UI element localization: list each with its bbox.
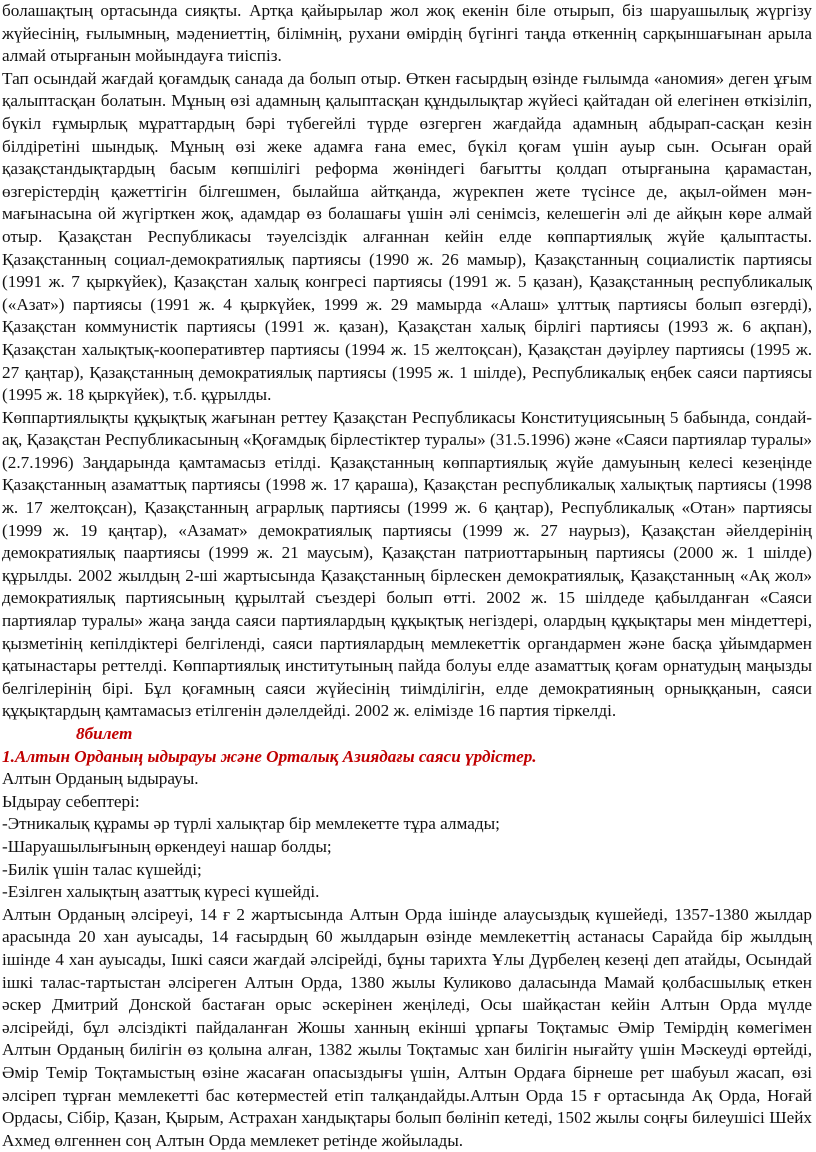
cause-item: -Езілген халықтың азаттық күресі күшейді.: [2, 882, 320, 902]
cause-item: -Шаруашылығының өркендеуі нашар болды;: [2, 836, 332, 856]
paragraph-multiparty-law: Көппартиялықты құқықтық жағынан реттеу Қазақстан Республикасы Конституциясының 5 бабында, сондай-ақ, Қазақстан Республикасының «Қоғамдық бірлестіктер туралы» (31.5.1996) және «Саяси партиялар туралы» (2.7.1996) Заңдарында қамтамасыз етілді. Қазақстанның көппартиялық жүйе дамуының келесі кезеңінде Қазақстанның азаматтық партиясы (1998 ж. 17 қараша), Қазақстан республикалық халықтық партиясы (1998 ж. 17 желтоқсан), Қазақстанның аграрлық партиясы (1999 ж. 6 қаңтар), Республикалық «Отан» партиясы (1999 ж. 19 қаңтар), «Азамат» демократиялық партиясы (1999 ж. 27 наурыз), Қазақстан әйелдерінің демократиялық паартиясы (1999 ж. 21 маусым), Қазақстан патриоттарының партиясы (2000 ж. 1 шілде) құрылды. 2002 жылдың 2-ші жартысында Қазақстанның бірлескен демократиялық, Қазақстанның «Ақ жол» демократиялық партиясының құрылтай съездері болып өтті. 2002 ж. 15 шілдеде қабылданған «Саяси партиялар туралы» жаңа заңда саяси партиялардың құқықтық негіздері, олардың құқықтары мен міндеттері, қызметінің кепілдіктері белгіленді, саяси партиялардың мемлекеттік органдармен және басқа ұйымдармен қатынастары реттелді. Көппартиялық институтының пайда болуы елде азаматтық қоғам орнатудың маңызды белгілерінің бірі. Бұл қоғамның саяси жүйесінің тиімділігін, елде демократияның орныққанын, саяси құқықтардың қамтамасыз етілгенін дәлелдейді. 2002 ж. елімізде 16 партия тіркелді.: [2, 407, 812, 721]
section-title: 1.Алтын Орданың ыдырауы және Орталық Азиядағы саяси үрдістер.: [2, 746, 537, 766]
causes-list: [2, 813, 812, 903]
paragraph-intro: болашақтың ортасында сияқты. Артқа қайырылар жол жоқ екенін біле отырып, біз шаруашылық жүргізу жүйесінің, ғылымның, мәдениеттің, білімнің, рухани өмірдің бүгінгі таңда өткеннің сарқыншағынан арыла алмай отырғанын мойындауға тиіспіз.: [2, 1, 812, 66]
subheading: Алтын Орданың ыдырауы.: [2, 769, 199, 789]
ticket-label: 8билет: [76, 724, 133, 743]
causes-label: Ыдырау себептері:: [2, 791, 140, 811]
cause-item: -Билік үшін талас күшейді;: [2, 859, 202, 879]
cause-item: -Этникалық құрамы әр түрлі халықтар бір мемлекетте тұра алмады;: [2, 814, 500, 834]
paragraph-anomie-parties: Тап осындай жағдай қоғамдық санада да болып отыр. Өткен ғасырдың өзінде ғылымда «аномия» деген ұғым қалыптасқан болатын. Мұның өзі адамның қалыптасқан құндылықтар жүйесі қайтадан ой елегінен өткізіліп, бүкіл ғұмырлық мұраттардың бәрі түбегейлі түрде өзгерген жағдайда адамның абдырап-сасқан кезін білдіретіні шындық. Мұның өзі жеке адамға ғана емес, бүкіл қоғам үшін ауыр сын. Осыған орай қазақстандықтардың басым көпшілігі реформа жөніндегі бағытты қолдап отырғанына қарамастан, өзгерістердің қажеттігін білгешмен, былайша айтқанда, жүрекпен жете түсінсе де, ақыл-оймен мән-мағынасына ой жүгірткен жоқ, адамдар өз болашағы үшін әлі сенімсіз, келешегін әлі де айқын көре алмай отыр. Қазақстан Республикасы тәуелсіздік алғаннан кейін елде көппартиялық жүйе қалыптасты. Қазақстанның социал-демократиялық партиясы (1990 ж. 26 мамыр), Қазақстанның социалистік партиясы (1991 ж. 7 қыркүйек), Қазақстан халық конгресі партиясы (1991 ж. 5 қазан), Қазақстанның республикалық («Азат») партиясы (1991 ж. 4 қыркүйек, 1999 ж. 29 мамырда «Алаш» ұлттық партиясы болып өзгерді), Қазақстан коммунистік партиясы (1991 ж. қазан), Қазақстан халық бірлігі партиясы (1993 ж. 6 ақпан), Қазақстан халықтық-кооперативтер партиясы (1994 ж. 15 желтоқсан), Қазақстан дәуірлеу партиясы (1995 ж. 27 қаңтар), Қазақстанның демократиялық партиясы (1995 ж. 1 шілде), Республикалық еңбек саяси партиясы (1995 ж. 18 қыркүйек), т.б. құрылды.: [2, 68, 812, 405]
paragraph-golden-horde-decline: Алтын Орданың әлсіреуі, 14 ғ 2 жартысында Алтын Орда ішінде алаусыздық күшейеді, 1357-1380 жылдар арасында 20 хан ауысады, 14 ғасырдың 60 жылдарын өзінде мемлекеттің астанасы Сарайда бір жылдың ішінде 4 хан ауысады, Ішкі саяси жағдай әлсірейді, бұны тарихта Ұлы Дүрбелең кезеңі деп атайды, Осындай ішкі талас-тартыстан әлсіреген Алтын Орда, 1380 жылы Куликово даласында Мамай қолбасшылық еткен әскер Дмитрий Донской бастаған орыс әскерінен жеңіледі, Осы шайқастан кейін Алтын Орда мүлде әлсірейді, бұл әлсіздікті пайдаланған Жошы ханның екінші ұрпағы Тоқтамыс Әмір Темірдің көмегімен Алтын Орданың билігін өз қолына алған, 1382 жылы Тоқтамыс хан билігін нығайту үшін Мәскеуді өртейді, Әмір Темір Тоқтамыстың өзіне жасаған опасыздығы үшін, Алтын Ордаға бірнеше рет шабуыл жасап, өзі әлсіреп тұрған мемлекетті бас көтерместей етіп талқандайды.Алтын Орда 15 ғ ортасында Ақ Орда, Ноғай Ордасы, Сібір, Қазан, Қырым, Астрахан хандықтары болып бөлініп кетеді, 1502 жылы соңғы билеушісі Шейх Ахмед өлгеннен соң Алтын Орда мемлекет ретінде жойылады.: [2, 904, 812, 1150]
